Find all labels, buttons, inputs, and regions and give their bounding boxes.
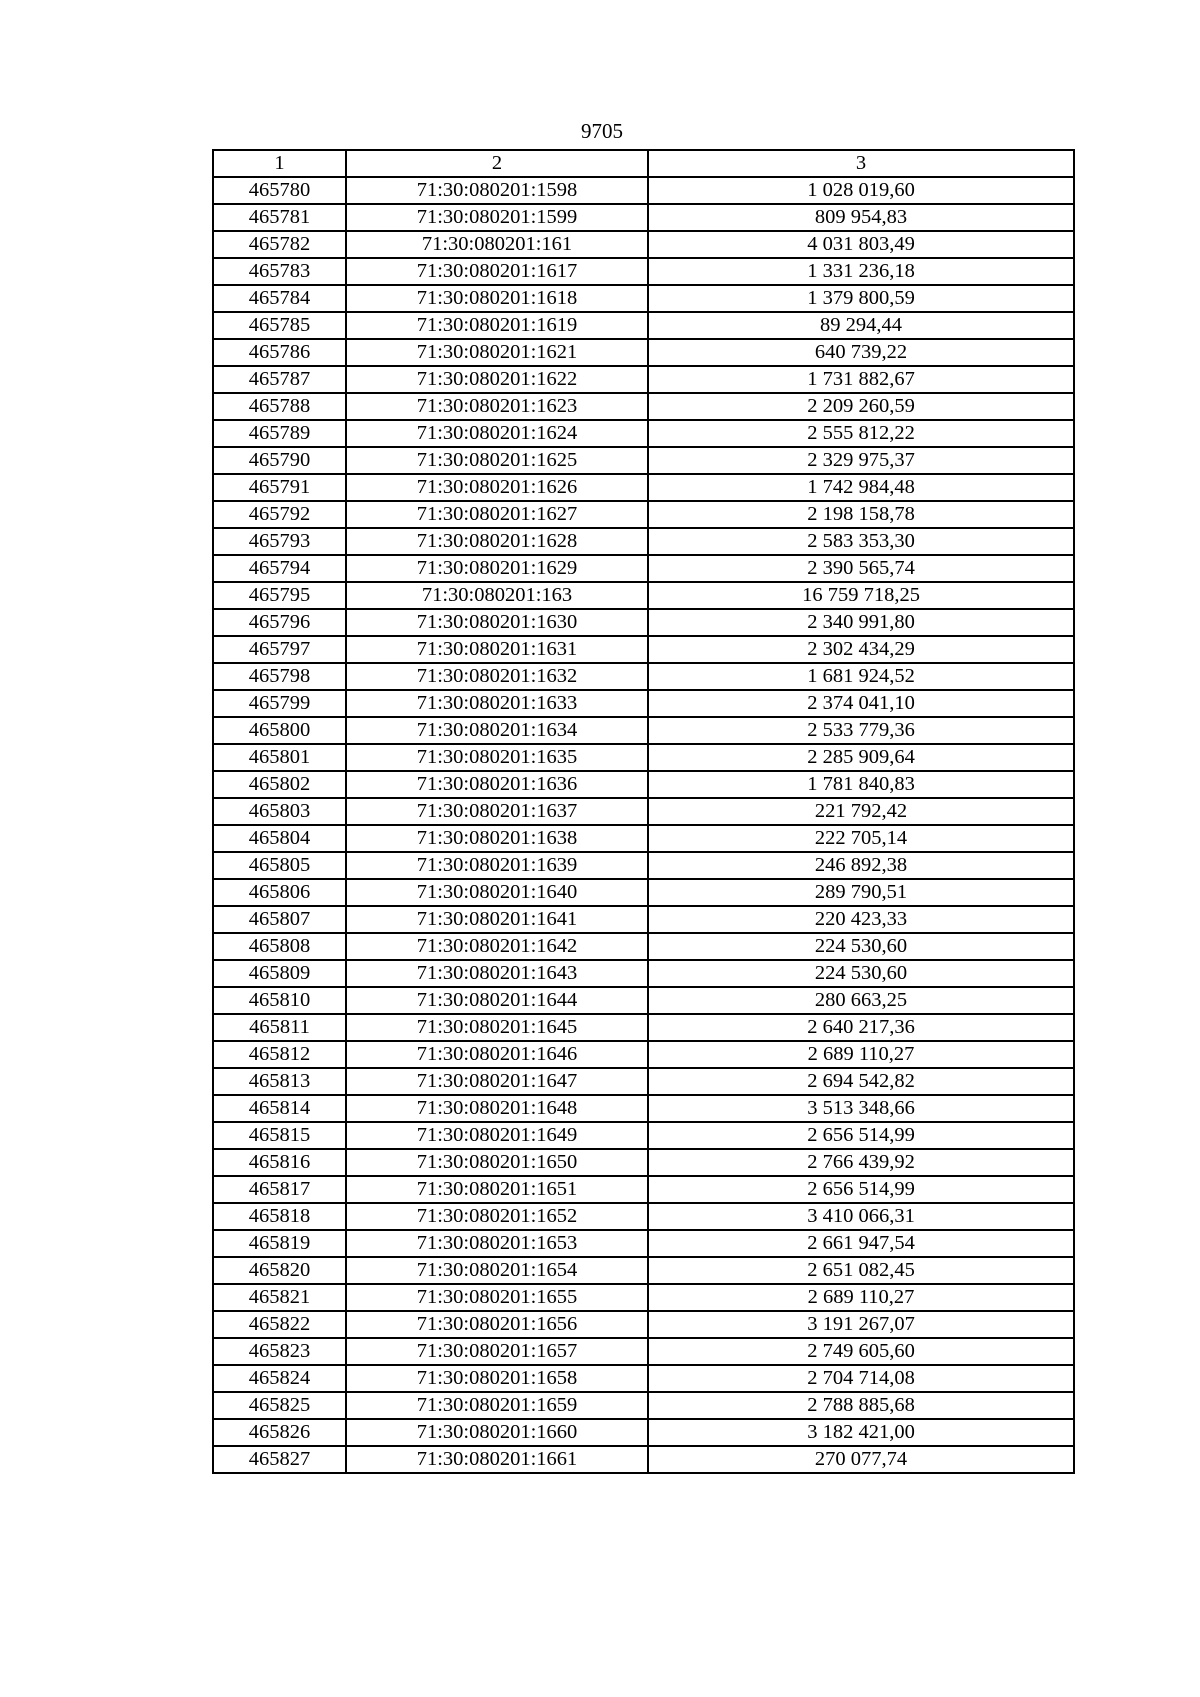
table-row <box>213 636 1074 663</box>
value-cell: 2 656 514,99 <box>648 1122 1074 1149</box>
table-row <box>213 393 1074 420</box>
registry-table <box>212 149 1075 1474</box>
table-row <box>213 204 1074 231</box>
cadastral-number-cell: 71:30:080201:1656 <box>346 1311 648 1338</box>
row-number-cell: 465793 <box>213 528 346 555</box>
value-cell: 1 681 924,52 <box>648 663 1074 690</box>
value-cell: 270 077,74 <box>648 1446 1074 1473</box>
value-cell: 16 759 718,25 <box>648 582 1074 609</box>
cadastral-number-cell: 71:30:080201:1649 <box>346 1122 648 1149</box>
value-cell: 2 390 565,74 <box>648 555 1074 582</box>
value-cell: 1 781 840,83 <box>648 771 1074 798</box>
row-number-cell: 465780 <box>213 177 346 204</box>
cadastral-number-cell: 71:30:080201:1652 <box>346 1203 648 1230</box>
table-row <box>213 258 1074 285</box>
table-row <box>213 717 1074 744</box>
value-cell: 3 513 348,66 <box>648 1095 1074 1122</box>
cadastral-number-cell: 71:30:080201:1646 <box>346 1041 648 1068</box>
cadastral-number-cell: 71:30:080201:1651 <box>346 1176 648 1203</box>
row-number-cell: 465787 <box>213 366 346 393</box>
row-number-cell: 465796 <box>213 609 346 636</box>
value-cell: 89 294,44 <box>648 312 1074 339</box>
table-row <box>213 501 1074 528</box>
table-row <box>213 960 1074 987</box>
row-number-cell: 465805 <box>213 852 346 879</box>
cadastral-number-cell: 71:30:080201:1637 <box>346 798 648 825</box>
value-cell: 2 788 885,68 <box>648 1392 1074 1419</box>
row-number-cell: 465784 <box>213 285 346 312</box>
table-row <box>213 1176 1074 1203</box>
value-cell: 3 182 421,00 <box>648 1419 1074 1446</box>
cadastral-number-cell: 71:30:080201:1648 <box>346 1095 648 1122</box>
table-row <box>213 1338 1074 1365</box>
cadastral-number-cell: 71:30:080201:1636 <box>346 771 648 798</box>
cadastral-number-cell: 71:30:080201:1642 <box>346 933 648 960</box>
table-row <box>213 582 1074 609</box>
row-number-cell: 465818 <box>213 1203 346 1230</box>
value-cell: 2 533 779,36 <box>648 717 1074 744</box>
value-cell: 2 766 439,92 <box>648 1149 1074 1176</box>
value-cell: 280 663,25 <box>648 987 1074 1014</box>
row-number-cell: 465799 <box>213 690 346 717</box>
row-number-cell: 465825 <box>213 1392 346 1419</box>
cadastral-number-cell: 71:30:080201:1653 <box>346 1230 648 1257</box>
cadastral-number-cell: 71:30:080201:1658 <box>346 1365 648 1392</box>
table-row <box>213 420 1074 447</box>
row-number-cell: 465789 <box>213 420 346 447</box>
row-number-cell: 465823 <box>213 1338 346 1365</box>
cadastral-number-cell: 71:30:080201:1625 <box>346 447 648 474</box>
value-cell: 246 892,38 <box>648 852 1074 879</box>
cadastral-number-cell: 71:30:080201:1659 <box>346 1392 648 1419</box>
value-cell: 3 191 267,07 <box>648 1311 1074 1338</box>
row-number-cell: 465826 <box>213 1419 346 1446</box>
value-cell: 221 792,42 <box>648 798 1074 825</box>
table-row <box>213 528 1074 555</box>
value-cell: 1 742 984,48 <box>648 474 1074 501</box>
table-row <box>213 933 1074 960</box>
table-row <box>213 1095 1074 1122</box>
row-number-cell: 465816 <box>213 1149 346 1176</box>
value-cell: 809 954,83 <box>648 204 1074 231</box>
table-row <box>213 285 1074 312</box>
value-cell: 2 694 542,82 <box>648 1068 1074 1095</box>
table-row <box>213 366 1074 393</box>
cadastral-number-cell: 71:30:080201:1629 <box>346 555 648 582</box>
row-number-cell: 465819 <box>213 1230 346 1257</box>
table-row <box>213 1419 1074 1446</box>
cadastral-number-cell: 71:30:080201:1657 <box>346 1338 648 1365</box>
cadastral-number-cell: 71:30:080201:1631 <box>346 636 648 663</box>
value-cell: 2 198 158,78 <box>648 501 1074 528</box>
cadastral-number-cell: 71:30:080201:161 <box>346 231 648 258</box>
table-row <box>213 1392 1074 1419</box>
table-row <box>213 690 1074 717</box>
cadastral-number-cell: 71:30:080201:1641 <box>346 906 648 933</box>
row-number-cell: 465827 <box>213 1446 346 1473</box>
row-number-cell: 465783 <box>213 258 346 285</box>
row-number-cell: 465821 <box>213 1284 346 1311</box>
row-number-cell: 465782 <box>213 231 346 258</box>
value-cell: 220 423,33 <box>648 906 1074 933</box>
row-number-cell: 465792 <box>213 501 346 528</box>
value-cell: 2 340 991,80 <box>648 609 1074 636</box>
value-cell: 2 689 110,27 <box>648 1284 1074 1311</box>
row-number-cell: 465804 <box>213 825 346 852</box>
page-number-text: 9705 <box>581 119 623 143</box>
value-cell: 3 410 066,31 <box>648 1203 1074 1230</box>
table-row <box>213 879 1074 906</box>
cadastral-number-cell: 71:30:080201:1627 <box>346 501 648 528</box>
row-number-cell: 465809 <box>213 960 346 987</box>
row-number-cell: 465817 <box>213 1176 346 1203</box>
cadastral-number-cell: 71:30:080201:1599 <box>346 204 648 231</box>
value-cell: 2 209 260,59 <box>648 393 1074 420</box>
cadastral-number-cell: 71:30:080201:1650 <box>346 1149 648 1176</box>
column-header-3: 3 <box>648 150 1074 177</box>
value-cell: 2 656 514,99 <box>648 1176 1074 1203</box>
value-cell: 640 739,22 <box>648 339 1074 366</box>
row-number-cell: 465812 <box>213 1041 346 1068</box>
table-row <box>213 1041 1074 1068</box>
value-cell: 222 705,14 <box>648 825 1074 852</box>
table-row <box>213 447 1074 474</box>
value-cell: 1 379 800,59 <box>648 285 1074 312</box>
table-row <box>213 663 1074 690</box>
table-row <box>213 474 1074 501</box>
cadastral-number-cell: 71:30:080201:1634 <box>346 717 648 744</box>
row-number-cell: 465824 <box>213 1365 346 1392</box>
table-row <box>213 1068 1074 1095</box>
value-cell: 2 640 217,36 <box>648 1014 1074 1041</box>
cadastral-number-cell: 71:30:080201:1624 <box>346 420 648 447</box>
cadastral-number-cell: 71:30:080201:1628 <box>346 528 648 555</box>
value-cell: 2 583 353,30 <box>648 528 1074 555</box>
row-number-cell: 465785 <box>213 312 346 339</box>
row-number-cell: 465795 <box>213 582 346 609</box>
cadastral-number-cell: 71:30:080201:1661 <box>346 1446 648 1473</box>
row-number-cell: 465802 <box>213 771 346 798</box>
value-cell: 2 329 975,37 <box>648 447 1074 474</box>
table-row <box>213 1365 1074 1392</box>
table-row <box>213 798 1074 825</box>
cadastral-number-cell: 71:30:080201:1635 <box>346 744 648 771</box>
value-cell: 2 285 909,64 <box>648 744 1074 771</box>
row-number-cell: 465797 <box>213 636 346 663</box>
row-number-cell: 465811 <box>213 1014 346 1041</box>
table-row <box>213 609 1074 636</box>
column-header-1: 1 <box>213 150 346 177</box>
cadastral-number-cell: 71:30:080201:1643 <box>346 960 648 987</box>
cadastral-number-cell: 71:30:080201:1598 <box>346 177 648 204</box>
table-row <box>213 177 1074 204</box>
value-cell: 289 790,51 <box>648 879 1074 906</box>
table-row <box>213 1311 1074 1338</box>
table-row <box>213 906 1074 933</box>
table-row <box>213 1446 1074 1473</box>
row-number-cell: 465788 <box>213 393 346 420</box>
value-cell: 2 689 110,27 <box>648 1041 1074 1068</box>
table-row <box>213 339 1074 366</box>
row-number-cell: 465807 <box>213 906 346 933</box>
table-row <box>213 1284 1074 1311</box>
value-cell: 2 661 947,54 <box>648 1230 1074 1257</box>
row-number-cell: 465791 <box>213 474 346 501</box>
cadastral-number-cell: 71:30:080201:1660 <box>346 1419 648 1446</box>
cadastral-number-cell: 71:30:080201:1655 <box>346 1284 648 1311</box>
row-number-cell: 465813 <box>213 1068 346 1095</box>
value-cell: 2 302 434,29 <box>648 636 1074 663</box>
value-cell: 1 331 236,18 <box>648 258 1074 285</box>
cadastral-number-cell: 71:30:080201:1654 <box>346 1257 648 1284</box>
cadastral-number-cell: 71:30:080201:1626 <box>346 474 648 501</box>
cadastral-number-cell: 71:30:080201:163 <box>346 582 648 609</box>
row-number-cell: 465822 <box>213 1311 346 1338</box>
cadastral-number-cell: 71:30:080201:1638 <box>346 825 648 852</box>
cadastral-number-cell: 71:30:080201:1623 <box>346 393 648 420</box>
row-number-cell: 465798 <box>213 663 346 690</box>
cadastral-number-cell: 71:30:080201:1644 <box>346 987 648 1014</box>
cadastral-number-cell: 71:30:080201:1639 <box>346 852 648 879</box>
value-cell: 2 704 714,08 <box>648 1365 1074 1392</box>
row-number-cell: 465801 <box>213 744 346 771</box>
value-cell: 4 031 803,49 <box>648 231 1074 258</box>
row-number-cell: 465803 <box>213 798 346 825</box>
cadastral-number-cell: 71:30:080201:1619 <box>346 312 648 339</box>
table-row <box>213 825 1074 852</box>
table-row <box>213 1203 1074 1230</box>
row-number-cell: 465815 <box>213 1122 346 1149</box>
value-cell: 2 651 082,45 <box>648 1257 1074 1284</box>
cadastral-number-cell: 71:30:080201:1647 <box>346 1068 648 1095</box>
table-row <box>213 744 1074 771</box>
table-row <box>213 1014 1074 1041</box>
row-number-cell: 465800 <box>213 717 346 744</box>
row-number-cell: 465808 <box>213 933 346 960</box>
cadastral-number-cell: 71:30:080201:1632 <box>346 663 648 690</box>
row-number-cell: 465786 <box>213 339 346 366</box>
row-number-cell: 465794 <box>213 555 346 582</box>
table-row <box>213 312 1074 339</box>
page-number <box>0 118 1200 144</box>
row-number-cell: 465781 <box>213 204 346 231</box>
table-row <box>213 771 1074 798</box>
row-number-cell: 465820 <box>213 1257 346 1284</box>
table-row <box>213 555 1074 582</box>
table-row <box>213 987 1074 1014</box>
table-row <box>213 1230 1074 1257</box>
value-cell: 224 530,60 <box>648 933 1074 960</box>
cadastral-number-cell: 71:30:080201:1622 <box>346 366 648 393</box>
value-cell: 2 555 812,22 <box>648 420 1074 447</box>
row-number-cell: 465790 <box>213 447 346 474</box>
cadastral-number-cell: 71:30:080201:1633 <box>346 690 648 717</box>
row-number-cell: 465806 <box>213 879 346 906</box>
table-header-row <box>213 150 1074 177</box>
table-row <box>213 852 1074 879</box>
table-row <box>213 1149 1074 1176</box>
cadastral-number-cell: 71:30:080201:1645 <box>346 1014 648 1041</box>
cadastral-number-cell: 71:30:080201:1618 <box>346 285 648 312</box>
row-number-cell: 465814 <box>213 1095 346 1122</box>
value-cell: 2 374 041,10 <box>648 690 1074 717</box>
column-header-2: 2 <box>346 150 648 177</box>
table-row <box>213 1122 1074 1149</box>
value-cell: 1 731 882,67 <box>648 366 1074 393</box>
table-row <box>213 1257 1074 1284</box>
value-cell: 1 028 019,60 <box>648 177 1074 204</box>
cadastral-number-cell: 71:30:080201:1617 <box>346 258 648 285</box>
value-cell: 224 530,60 <box>648 960 1074 987</box>
cadastral-number-cell: 71:30:080201:1640 <box>346 879 648 906</box>
table-row <box>213 231 1074 258</box>
cadastral-number-cell: 71:30:080201:1621 <box>346 339 648 366</box>
cadastral-number-cell: 71:30:080201:1630 <box>346 609 648 636</box>
table-body <box>213 177 1074 1473</box>
row-number-cell: 465810 <box>213 987 346 1014</box>
value-cell: 2 749 605,60 <box>648 1338 1074 1365</box>
